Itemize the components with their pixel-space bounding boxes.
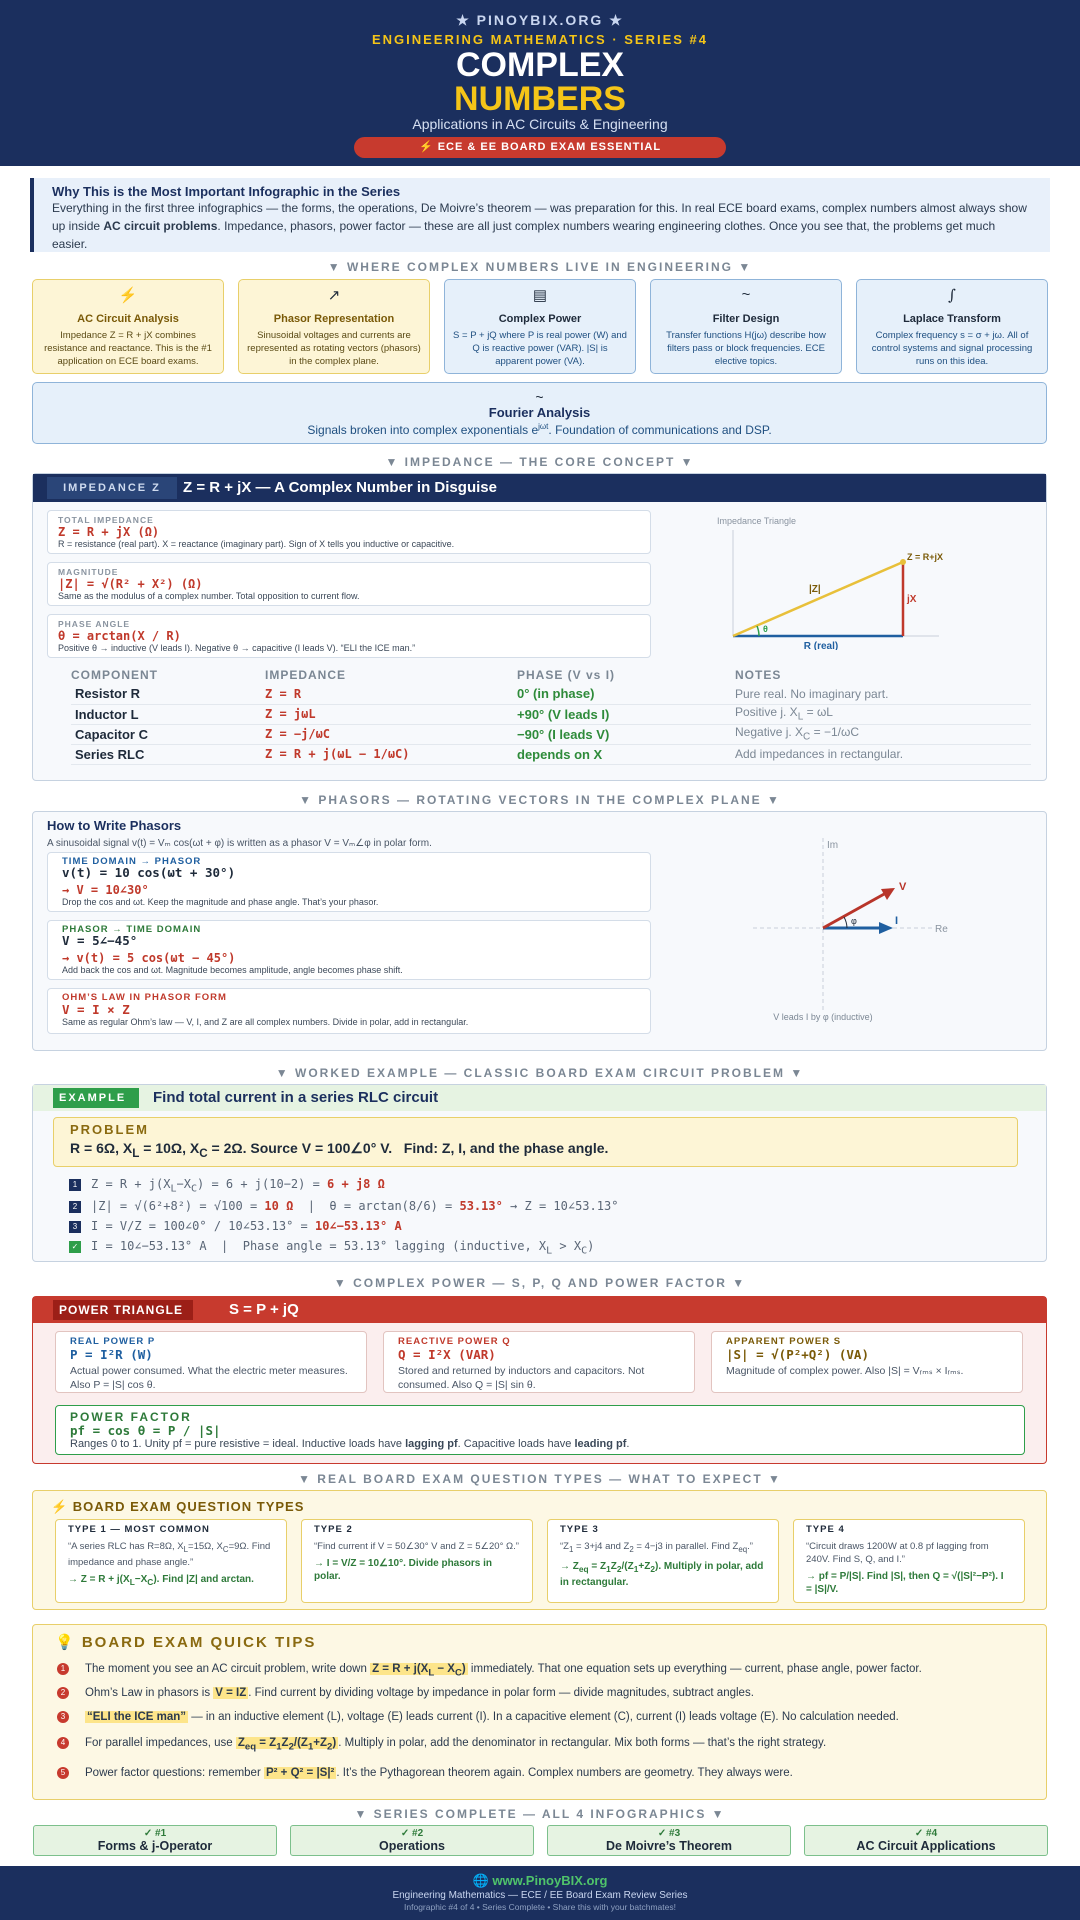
table-cell-impedance: Z = jωL [265, 704, 517, 724]
formula-note: R = resistance (real part). X = reactance (imaginary part). Sign of X tells you inductive or capacitive. [58, 539, 455, 549]
question-type-label: TYPE 3 [560, 1524, 599, 1535]
power-panel [32, 1296, 1047, 1464]
series-card-4[interactable] [804, 1825, 1048, 1856]
question-text: “Circuit draws 1200W at 0.8 pf lagging from 240V. Find S, Q, and I.” [806, 1541, 989, 1565]
power-box-reactive [383, 1331, 695, 1393]
step-number: 1 [69, 1179, 81, 1191]
triangle-imag-label: jX [907, 594, 917, 605]
phasor-im-label: Im [827, 840, 839, 851]
tip-2 [57, 1687, 1032, 1699]
tip-text: The moment you see an AC circuit problem, write down $Z = R + j(X_L - X_C)$ immediately. That one equation sets up everything — current, phase angle, power factor. [85, 1663, 922, 1679]
exam-badge: ⚡ ECE & EE BOARD EXAM ESSENTIAL [354, 137, 726, 158]
power-header [33, 1297, 1046, 1323]
power-box-apparent [711, 1331, 1023, 1393]
check-icon: ✓ [69, 1241, 81, 1253]
phasor-box-label: TIME DOMAIN → PHASOR [62, 856, 202, 867]
app-desc: Transfer functions H(jω) describe how filters pass or block frequencies. ECE elective topics. [666, 330, 826, 367]
triangle-title: Impedance Triangle [717, 516, 797, 526]
power-factor-label: POWER FACTOR [70, 1410, 192, 1424]
lightning-icon: ⚡ [118, 287, 138, 304]
tip-number: 2 [57, 1687, 69, 1699]
table-row [71, 744, 1031, 764]
formula-note: Same as the modulus of a complex number. Total opposition to current flow. [58, 591, 360, 601]
step-number: 3 [69, 1221, 81, 1233]
tip-3 [57, 1711, 1032, 1723]
phasor-result: → V = 10∠30° [62, 883, 149, 897]
phasor-diagram [723, 822, 983, 1032]
intro-text [52, 199, 1032, 253]
phasor-box-ohms-law [47, 988, 651, 1034]
power-factor-box [55, 1405, 1025, 1455]
question-types-heading: ⚡ BOARD EXAM QUESTION TYPES [51, 1499, 305, 1514]
example-tag: EXAMPLE [53, 1088, 139, 1108]
tip-text: Ohm’s Law in phasors is V = IZ . Find current by dividing voltage by impedance in polar form — divide magnitudes, subtract angles. [85, 1687, 754, 1699]
section-title-power: ▼ COMPLEX POWER — S, P, Q AND POWER FACTOR ▼ [333, 1276, 747, 1290]
impedance-table [71, 668, 1031, 765]
phasor-caption: V leads I by φ (inductive) [773, 1012, 873, 1022]
table-cell-phase: 0° (in phase) [517, 684, 735, 704]
table-cell-notes: Add impedances in rectangular. [735, 744, 1031, 764]
phasor-phi-label: φ [851, 916, 857, 926]
phasor-re-label: Re [935, 924, 948, 935]
table-cell-notes: Negative j. $X_C = -1/\omega C$ [735, 724, 1031, 744]
impedance-title: Z = R + jX — A Complex Number in Disguise [183, 479, 497, 496]
integral-icon: ∫ [948, 286, 956, 304]
step-text: I = V/Z = 100∠0° / 10∠53.13° = 10∠−53.13° A [91, 1219, 402, 1233]
question-type-label: TYPE 4 [806, 1524, 845, 1535]
intro-box [30, 178, 1050, 252]
section-title-phasors: ▼ PHASORS — ROTATING VECTORS IN THE COMPLEX PLANE ▼ [299, 793, 781, 807]
app-card-phasor [238, 279, 430, 374]
power-box-label: APPARENT POWER S [726, 1336, 842, 1347]
formula-box-phase [47, 614, 651, 658]
impedance-triangle-diagram [703, 510, 953, 650]
footer-line2: Infographic #4 of 4 • Series Complete • Share this with your batchmates! [404, 1902, 676, 1912]
series-number: ✓ #2 [400, 1828, 424, 1839]
step-text: $Z = R + j(X_L-X_C) = 6 + j(10-2) = 6 + j8$ Ω [91, 1177, 385, 1195]
table-header: NOTES [735, 668, 782, 682]
table-header-row [71, 668, 1031, 684]
tip-number: 4 [57, 1737, 69, 1749]
footer [0, 1866, 1080, 1920]
wave-icon: ~ [741, 286, 751, 303]
page-subtitle: Applications in AC Circuits & Engineering [412, 116, 668, 132]
question-card-type3 [547, 1519, 779, 1603]
series-number: ✓ #1 [143, 1828, 167, 1839]
phasor-note: Drop the cos and ωt. Keep the magnitude and phase angle. That’s your phasor. [62, 897, 379, 907]
power-note: Actual power consumed. What the electric meter measures. Also P = |S| cos θ. [70, 1365, 348, 1391]
section-title-worked: ▼ WORKED EXAMPLE — CLASSIC BOARD EXAM CIRCUIT PROBLEM ▼ [275, 1066, 805, 1080]
series-number: ✓ #3 [657, 1828, 681, 1839]
table-cell-component: Resistor R [71, 684, 265, 704]
phasor-formula: V = I × Z [62, 1002, 130, 1017]
phasor-note: Add back the cos and ωt. Magnitude becomes amplitude, angle becomes phase shift. [62, 965, 403, 975]
app-name: Complex Power [498, 313, 582, 325]
section-title-questions: ▼ REAL BOARD EXAM QUESTION TYPES — WHAT TO EXPECT ▼ [298, 1472, 782, 1486]
app-name: AC Circuit Analysis [77, 313, 179, 325]
pf-note-b: lagging pf [405, 1438, 458, 1450]
formula-note: Positive θ → inductive (V leads I). Negative θ → capacitive (I leads V). “ELI the ICE man.” [58, 643, 416, 653]
intro-text-bold: AC circuit problems [103, 219, 218, 233]
series-number: ✓ #4 [914, 1828, 938, 1839]
table-cell-notes: Pure real. No imaginary part. [735, 684, 1031, 704]
phasor-formula: v(t) = 10 cos(ωt + 30°) [62, 865, 236, 880]
table-cell-phase: depends on X [517, 744, 735, 764]
app-desc: Impedance Z = R + jX combines resistance and reactance. This is the #1 application on ECE board exams. [44, 330, 212, 367]
problem-text: R = 6Ω, $X_L = 10\Omega$, $X_C = 2\Omega$. Source V = 100∠0° V. Find: Z, I, and the phase angle. [70, 1140, 609, 1160]
example-panel [32, 1084, 1047, 1262]
wave-icon: ~ [535, 389, 544, 405]
step-text: |Z| = √(6²+8²) = √100 = 10 Ω | θ = arctan(8/6) = 53.13° → Z = 10∠53.13° [91, 1199, 619, 1213]
app-card-filter [650, 279, 842, 374]
pf-note-e: . [626, 1438, 630, 1450]
app-name: Filter Design [712, 313, 780, 325]
app-card-fourier [32, 382, 1047, 444]
table-cell-component: Capacitor C [71, 724, 265, 744]
question-answer: → I = V/Z = 10∠10°. Divide phasors in polar. [314, 1558, 493, 1582]
impedance-header [33, 474, 1046, 502]
step-number: 2 [69, 1201, 81, 1213]
tip-text: “ELI the ICE man” — in an inductive element (L), voltage (E) leads current (I). In a capacitive element (C), current (I) leads voltage (E). No calculation needed. [87, 1711, 899, 1723]
formula: θ = arctan(X / R) [58, 629, 181, 643]
chart-icon: ▤ [532, 287, 548, 304]
pf-note-d: leading pf [574, 1438, 627, 1450]
page-title-line2: NUMBERS [454, 80, 626, 118]
phasors-heading: How to Write Phasors [47, 818, 182, 833]
site-name: ★ PINOYBIX.ORG ★ [456, 12, 624, 28]
phasor-i-label: I [895, 915, 899, 927]
quick-tips-panel [32, 1624, 1047, 1800]
app-name: Phasor Representation [273, 313, 395, 325]
question-card-type2 [301, 1519, 533, 1603]
app-desc: S = P + jQ where P is real power (W) and Q is reactive power (VAR). |S| is apparent power (VA). [453, 330, 627, 367]
formula-box-total [47, 510, 651, 554]
table-cell-component: Inductor L [71, 704, 265, 724]
power-note: Stored and returned by inductors and capacitors. Not consumed. Also Q = |S| sin θ. [398, 1365, 645, 1391]
power-formula: P = I²R (W) [70, 1347, 153, 1362]
app-name: Fourier Analysis [488, 405, 591, 420]
series-title: Operations [379, 1839, 445, 1853]
series-title: Forms & j-Operator [97, 1839, 213, 1853]
question-types-panel [32, 1490, 1047, 1610]
series-card-2[interactable] [290, 1825, 534, 1856]
triangle-mag-label: |Z| [809, 584, 821, 595]
power-box-real [55, 1331, 367, 1393]
impedance-panel [32, 473, 1047, 781]
solution-step-2 [69, 1199, 618, 1213]
solution-step-1 [69, 1177, 385, 1194]
app-card-laplace [856, 279, 1048, 374]
tip-1 [57, 1663, 1032, 1678]
power-formula: |S| = √(P²+Q²) (VA) [726, 1347, 869, 1362]
phasor-i-arrowhead [879, 922, 893, 934]
triangle-real-label: R (real) [803, 641, 839, 650]
table-cell-phase: −90° (I leads V) [517, 724, 735, 744]
phasor-result: → v(t) = 5 cos(ωt − 45°) [62, 951, 236, 965]
power-formula: Q = I²X (VAR) [398, 1347, 496, 1362]
table-cell-impedance: Z = R + j(ωL − 1/ωC) [265, 744, 517, 764]
app-name: Laplace Transform [903, 313, 1001, 325]
series-title: AC Circuit Applications [856, 1839, 996, 1853]
series-card-1[interactable] [33, 1825, 277, 1856]
triangle-hypotenuse [733, 562, 903, 636]
solution-step-answer [69, 1239, 594, 1256]
formula-label: MAGNITUDE [58, 567, 119, 577]
fourier-desc-b: . Foundation of communications and DSP. [548, 423, 772, 437]
phasors-intro: A sinusoidal signal v(t) = Vₘ cos(ωt + φ) is written as a phasor V = Vₘ∠φ in polar form. [47, 838, 432, 849]
section-title-where: ▼ WHERE COMPLEX NUMBERS LIVE IN ENGINEERING ▼ [327, 260, 753, 274]
question-answer: → pf = P/|S|. Find |S|, then Q = √(|S|²−P²). I = |S|/V. [806, 1571, 1004, 1595]
table-cell-impedance: Z = −j/ωC [265, 724, 517, 744]
question-card-type4 [793, 1519, 1025, 1603]
phasor-v-label: V [899, 881, 907, 893]
question-text: “A series RLC has R=8Ω, $X_L=15\Omega$, $X_C=9\Omega$. Find impedance and phase angle.” [68, 1541, 271, 1568]
table-row [71, 684, 1031, 704]
phasor-box-time-to-phasor [47, 852, 651, 912]
series-title: De Moivre’s Theorem [606, 1839, 732, 1853]
pf-note-c: . Capacitive loads have [457, 1438, 575, 1450]
triangle-angle-arc [757, 626, 759, 636]
intro-text-b: . Impedance, phasors, power factor — these are all just complex numbers wearing engineering clothes. Once you see that, the problems get much easier. [52, 219, 996, 251]
power-box-label: REACTIVE POWER Q [398, 1336, 511, 1347]
power-factor-formula: pf = cos θ = P / |S| [70, 1423, 221, 1438]
table-header: COMPONENT [71, 668, 158, 682]
phasor-box-phasor-to-time [47, 920, 651, 980]
page-title-line1: COMPLEX [455, 46, 625, 84]
fourier-desc-a: Signals broken into complex exponentials e [307, 423, 539, 437]
intro-text-a: Everything in the first three infographics — the forms, the operations, De Moivre’s theorem — was preparation for this. In real ECE board exams, complex numbers almost always show up inside [52, 201, 1027, 233]
tip-number: 1 [57, 1663, 69, 1675]
impedance-tag: IMPEDANCE Z [47, 477, 177, 499]
question-answer: → $Z_{eq} = Z_1Z_2/(Z_1+Z_2)$. Multiply in polar, add in rectangular. [560, 1560, 764, 1588]
power-note: Magnitude of complex power. Also |S| = Vᵣₘₛ × Iᵣₘₛ. [726, 1365, 964, 1377]
tip-text: For parallel impedances, use $Z_{eq} = Z_1Z_2/(Z_1+Z_2)$ . Multiply in polar, add the denominator in rectangular. Mix both forms — that’s the right strategy. [85, 1737, 827, 1753]
table-cell-impedance: Z = R [265, 684, 517, 704]
app-desc: Complex frequency s = σ + jω. All of control systems and signal processing runs on this idea. [871, 330, 1033, 367]
table-cell-phase: +90° (V leads I) [517, 704, 735, 724]
intro-heading: Why This is the Most Important Infographic in the Series [52, 184, 401, 199]
table-row [71, 724, 1031, 744]
triangle-hyp-label: Z = R+jX [907, 552, 944, 562]
question-type-label: TYPE 1 — MOST COMMON [68, 1524, 210, 1535]
phasor-angle-arc [844, 917, 847, 928]
table-cell-notes: Positive j. $X_L = \omega L$ [735, 704, 1031, 724]
solution-step-3 [69, 1219, 402, 1233]
triangle-vertex [900, 559, 906, 565]
section-title-impedance: ▼ IMPEDANCE — THE CORE CONCEPT ▼ [385, 455, 695, 469]
example-header [33, 1085, 1046, 1111]
formula: |Z| = √(R² + X²) (Ω) [58, 577, 203, 591]
tip-4 [57, 1737, 1032, 1752]
problem-label: PROBLEM [70, 1122, 149, 1137]
app-card-complex-power [444, 279, 636, 374]
power-box-label: REAL POWER P [70, 1336, 156, 1347]
footer-line1: Engineering Mathematics — ECE / EE Board Exam Review Series [392, 1890, 688, 1901]
tip-5 [57, 1767, 1032, 1779]
phasor-note: Same as regular Ohm’s law — V, I, and Z are all complex numbers. Divide in polar, add in rectangular. [62, 1017, 469, 1027]
power-tag: POWER TRIANGLE [53, 1300, 193, 1320]
formula-box-magnitude [47, 562, 651, 606]
series-label: ENGINEERING MATHEMATICS · SERIES #4 [371, 32, 709, 47]
question-type-label: TYPE 2 [314, 1524, 353, 1535]
tip-text: Power factor questions: remember P² + Q² = |S|² . It’s the Pythagorean theorem again. Complex numbers are geometry. They always were. [85, 1767, 793, 1779]
table-row [71, 704, 1031, 724]
app-desc: Sinusoidal voltages and currents are represented as rotating vectors (phasors) in the complex plane. [247, 330, 421, 367]
table-header: IMPEDANCE [265, 668, 347, 682]
app-card-ac-circuit [32, 279, 224, 374]
phasor-box-label: OHM’S LAW IN PHASOR FORM [62, 992, 227, 1003]
fourier-desc-sup: jωt [538, 422, 549, 431]
problem-box [53, 1117, 1018, 1167]
formula-label: TOTAL IMPEDANCE [58, 515, 154, 525]
tip-number: 5 [57, 1767, 69, 1779]
power-factor-note [70, 1438, 1010, 1450]
question-text: “Find current if V = 50∠30° V and Z = 5∠20° Ω.” [314, 1541, 519, 1552]
power-title: S = P + jQ [229, 1301, 299, 1318]
question-card-type1 [55, 1519, 287, 1603]
series-card-3[interactable] [547, 1825, 791, 1856]
step-text: I = 10∠−53.13° A | Phase angle = 53.13° lagging (inductive, $X_L > X_C$) [91, 1239, 595, 1257]
footer-site-link[interactable]: 🌐 www.PinoyBIX.org [472, 1873, 608, 1888]
formula-label: PHASE ANGLE [58, 619, 131, 629]
arrow-up-right-icon: ↗ [327, 287, 341, 304]
formula: Z = R + jX (Ω) [58, 525, 160, 539]
app-desc [33, 422, 1046, 437]
example-title: Find total current in a series RLC circuit [153, 1089, 439, 1106]
section-title-series: ▼ SERIES COMPLETE — ALL 4 INFOGRAPHICS ▼ [354, 1807, 726, 1821]
header [0, 0, 1080, 166]
tip-number: 3 [57, 1711, 69, 1723]
phasors-panel [32, 811, 1047, 1051]
question-answer: → $Z = R + j(X_L-X_C)$. Find |Z| and arctan. [68, 1573, 254, 1587]
phasor-box-label: PHASOR → TIME DOMAIN [62, 924, 202, 935]
table-header: PHASE (V vs I) [517, 668, 616, 682]
triangle-angle-label: θ [763, 624, 768, 634]
pf-note-a: Ranges 0 to 1. Unity pf = pure resistive = ideal. Inductive loads have [70, 1438, 406, 1450]
quick-tips-heading: 💡 BOARD EXAM QUICK TIPS [55, 1634, 317, 1651]
question-text: “$Z_1 = 3+j4$ and $Z_2 = 4-j3$ in parallel. Find $Z_{eq}$.” [560, 1541, 753, 1554]
phasor-formula: V = 5∠−45° [62, 933, 138, 948]
table-cell-component: Series RLC [71, 744, 265, 764]
